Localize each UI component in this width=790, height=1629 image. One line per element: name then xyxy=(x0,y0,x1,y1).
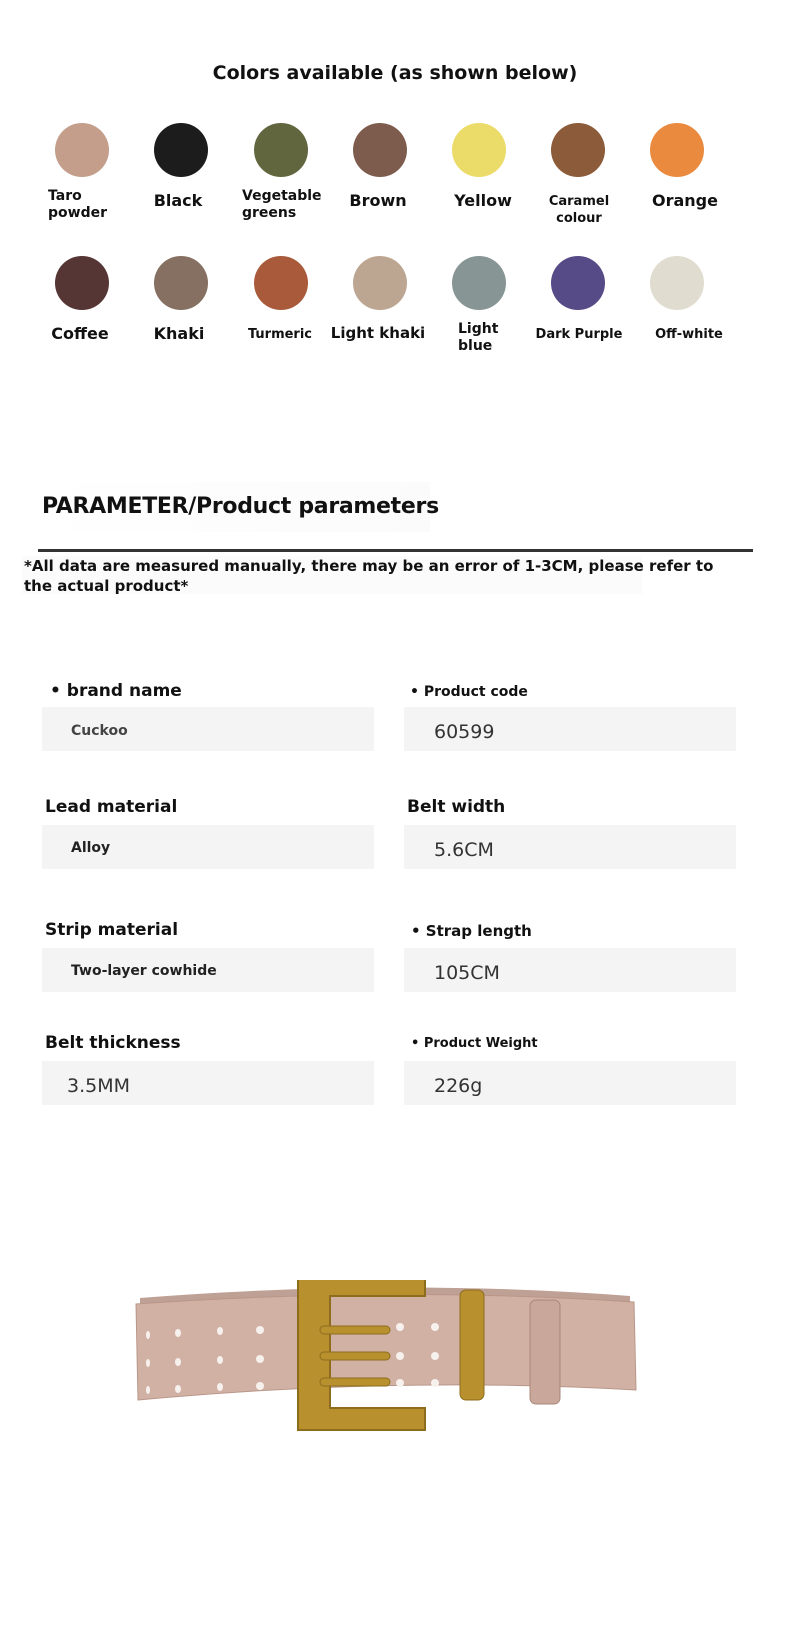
swatch-vegetable-greens[interactable] xyxy=(254,123,308,177)
swatch-label-orange: Orange xyxy=(652,191,718,210)
brand-name-label: • brand name xyxy=(50,681,182,701)
belt-thickness-value: 3.5MM xyxy=(67,1075,131,1097)
parameter-divider xyxy=(38,549,753,552)
strip-material-label: Strip material xyxy=(45,920,179,940)
swatch-label-off-white: Off-white xyxy=(655,327,723,342)
swatch-light-khaki[interactable] xyxy=(353,256,407,310)
swatch-label-light-khaki: Light khaki xyxy=(330,324,426,342)
swatch-label-coffee: Coffee xyxy=(51,324,109,343)
brand-name-value: Cuckoo xyxy=(71,723,128,739)
swatch-label-turmeric: Turmeric xyxy=(247,327,313,342)
swatch-label-black: Black xyxy=(153,191,203,210)
swatch-label-light-blue: Light blue xyxy=(458,321,499,354)
lead-material-value: Alloy xyxy=(71,840,111,856)
belt-product-image xyxy=(130,1280,660,1480)
swatch-label-caramel-colour: Caramel colour xyxy=(548,194,610,226)
parameter-title: PARAMETER/Product parameters xyxy=(42,494,439,519)
belt-keeper xyxy=(530,1300,560,1404)
measurement-note: *All data are measured manually, there may be an error of 1-3CM, please refer to the actual product* xyxy=(24,557,714,595)
belt-width-label: Belt width xyxy=(407,797,506,817)
swatch-orange[interactable] xyxy=(650,123,704,177)
swatch-turmeric[interactable] xyxy=(254,256,308,310)
swatch-light-blue[interactable] xyxy=(452,256,506,310)
buckle-prong xyxy=(320,1352,390,1360)
swatch-coffee[interactable] xyxy=(55,256,109,310)
product-weight-value: 226g xyxy=(434,1075,483,1097)
strip-material-value: Two-layer cowhide xyxy=(71,963,217,979)
buckle-prong xyxy=(320,1378,390,1386)
swatch-off-white[interactable] xyxy=(650,256,704,310)
strap-length-label: • Strap length xyxy=(411,922,532,940)
strap-length-value: 105CM xyxy=(434,962,500,984)
swatch-label-taro-powder: Taro powder xyxy=(48,188,107,221)
product-weight-label: • Product Weight xyxy=(411,1036,538,1051)
swatch-label-vegetable-greens: Vegetable greens xyxy=(242,188,322,221)
swatch-black[interactable] xyxy=(154,123,208,177)
belt-thickness-label: Belt thickness xyxy=(45,1033,181,1053)
swatch-label-khaki: Khaki xyxy=(153,324,205,343)
lead-material-label: Lead material xyxy=(45,797,178,817)
colors-section-title: Colors available (as shown below) xyxy=(212,62,578,84)
product-code-label: • Product code xyxy=(410,684,528,700)
swatch-brown[interactable] xyxy=(353,123,407,177)
swatch-label-yellow: Yellow xyxy=(454,191,512,210)
swatch-label-brown: Brown xyxy=(349,191,407,210)
swatch-caramel-colour[interactable] xyxy=(551,123,605,177)
buckle-prong xyxy=(320,1326,390,1334)
product-code-value: 60599 xyxy=(434,721,495,743)
swatch-label-dark-purple: Dark Purple xyxy=(535,327,623,342)
swatch-yellow[interactable] xyxy=(452,123,506,177)
belt-width-value: 5.6CM xyxy=(434,839,494,861)
buckle-bar xyxy=(460,1290,484,1400)
swatch-khaki[interactable] xyxy=(154,256,208,310)
swatch-taro-powder[interactable] xyxy=(55,123,109,177)
swatch-dark-purple[interactable] xyxy=(551,256,605,310)
